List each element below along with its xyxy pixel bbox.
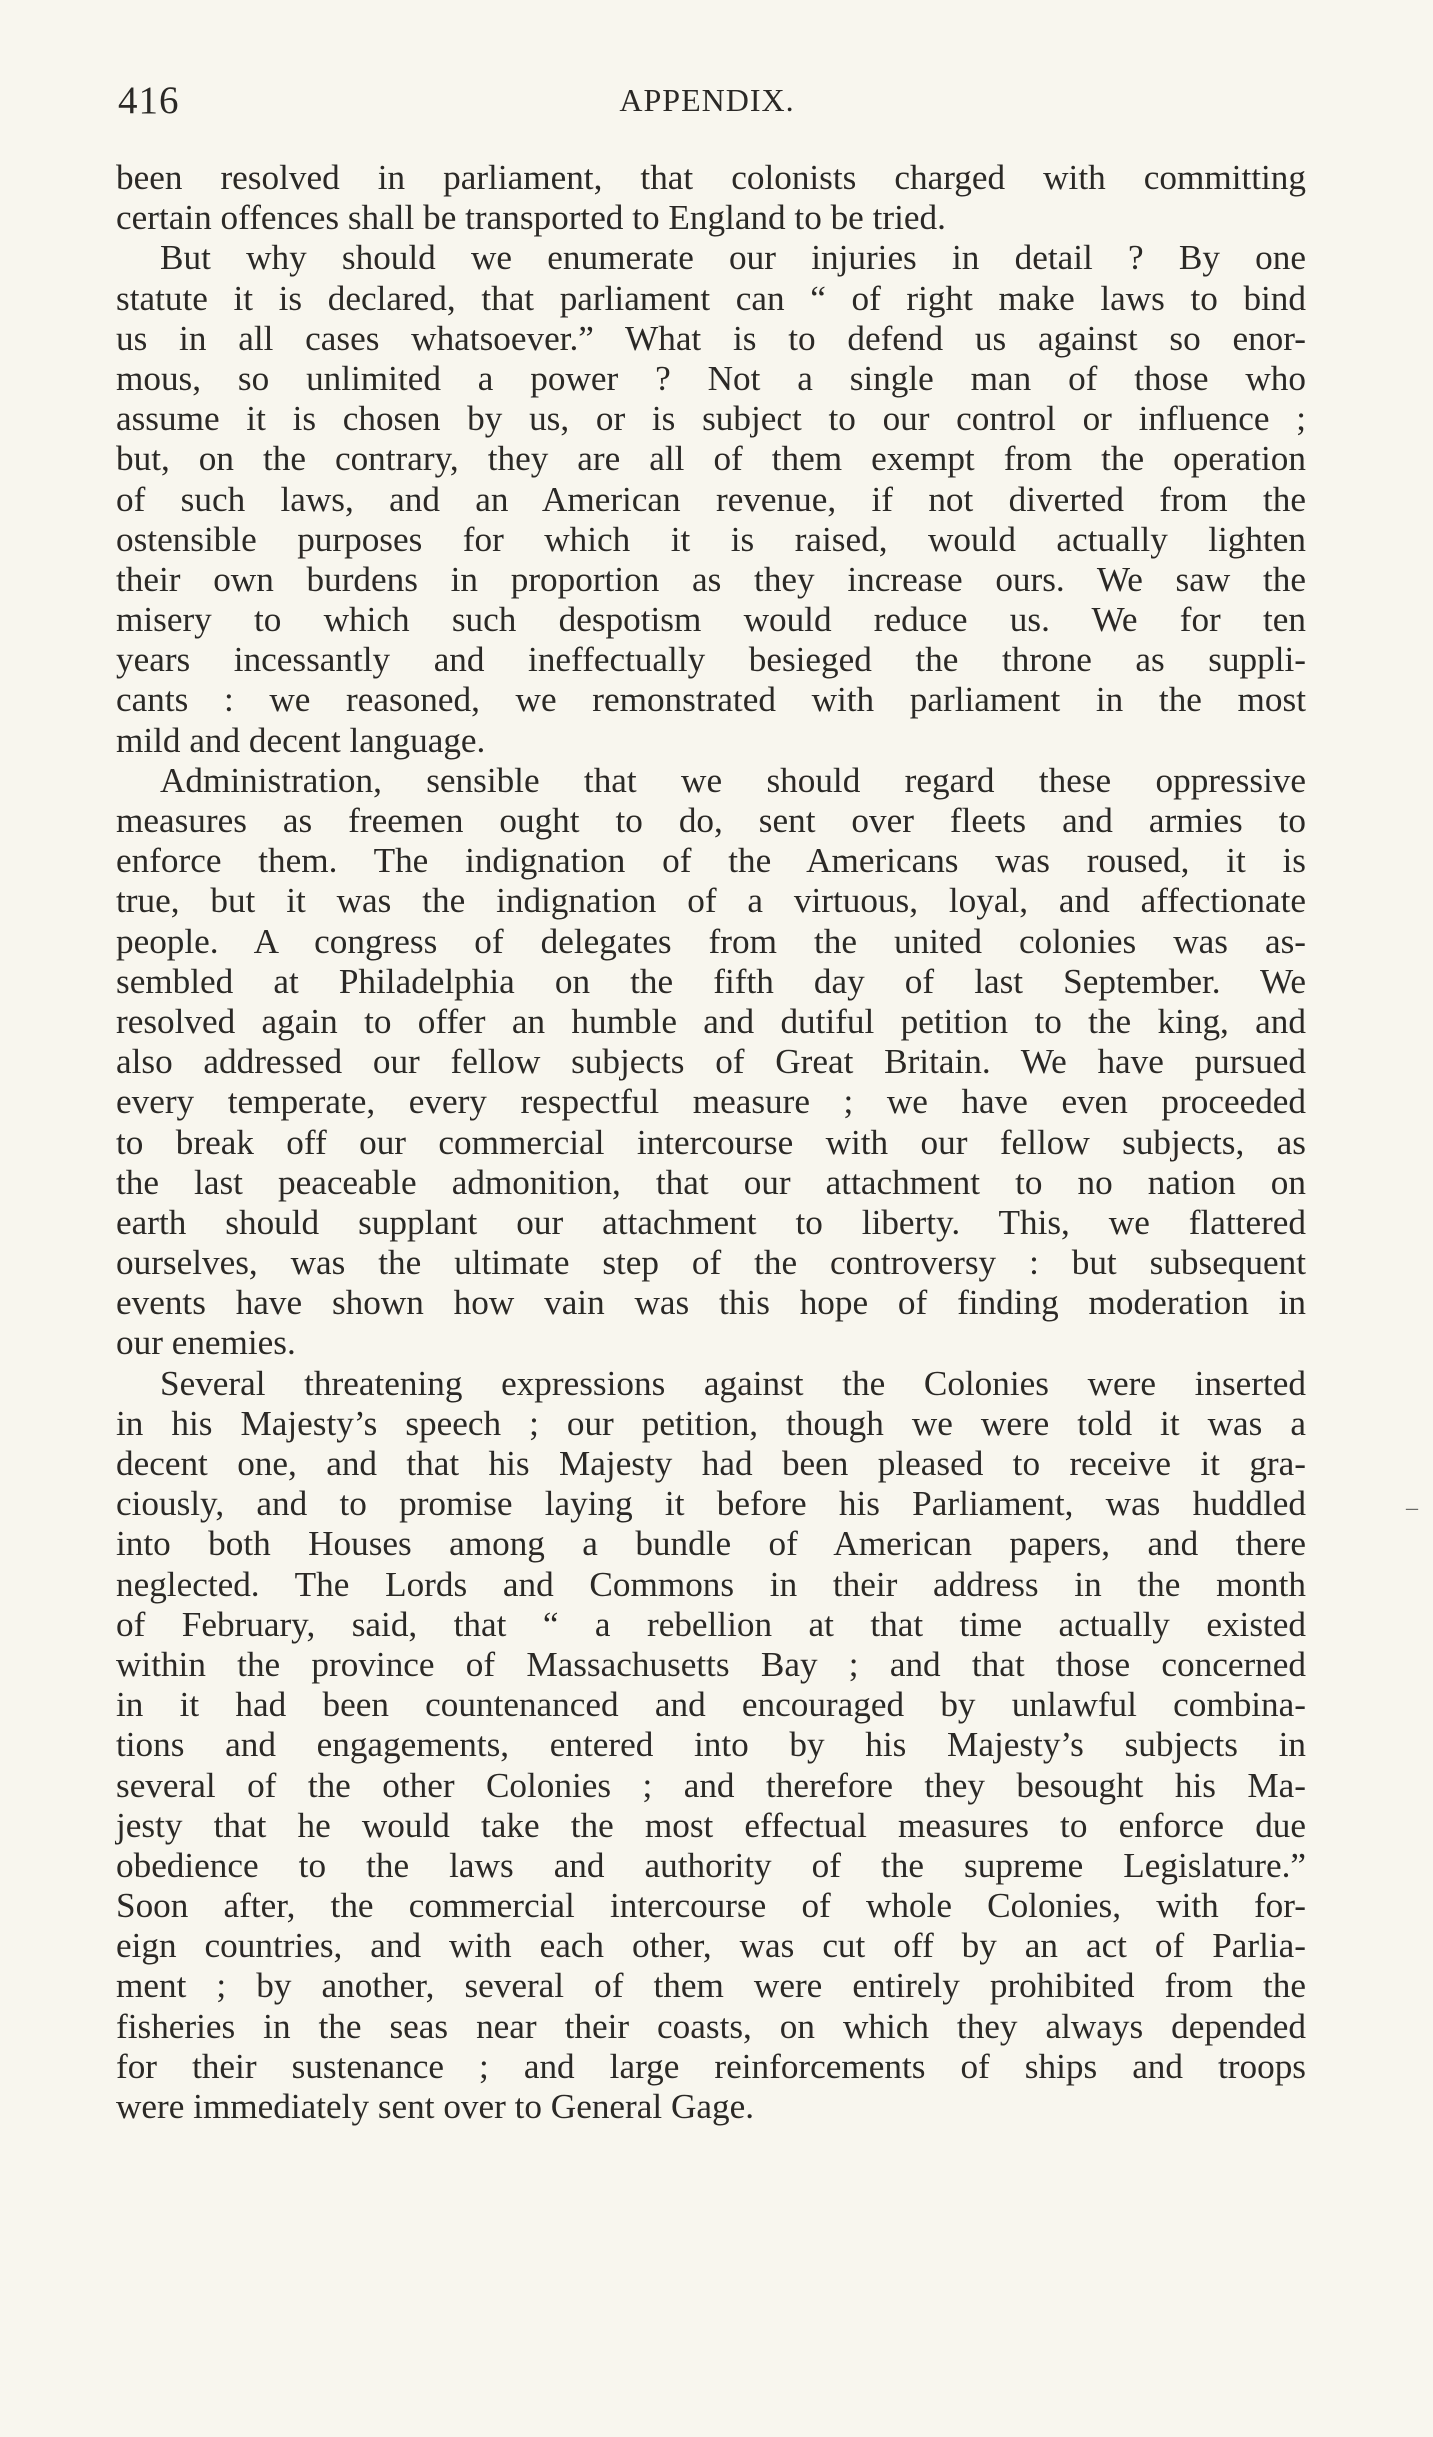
text-line: certain offences shall be transported to England to be tried.: [116, 198, 946, 238]
text-line: fisheries in the seas near their coasts, on which they always depended: [116, 2006, 1306, 2046]
text-line: for their sustenance ; and large reinforcements of ships and troops: [116, 2046, 1306, 2086]
text-line: Administration, sensible that we should regard these oppressive: [160, 760, 1306, 800]
text-line: misery to which such despotism would reduce us. We for ten: [116, 600, 1306, 640]
text-line: earth should supplant our attachment to liberty. This, we flattered: [116, 1202, 1306, 1242]
text-line: eign countries, and with each other, was cut off by an act of Parlia-: [116, 1926, 1306, 1966]
text-line: been resolved in parliament, that colonists charged with committing: [116, 158, 1306, 197]
text-line: into both Houses among a bundle of American papers, and there: [116, 1524, 1306, 1564]
text-line: true, but it was the indignation of a virtuous, loyal, and affectionate: [116, 881, 1306, 921]
text-line: statute it is declared, that parliament can “ of right make laws to bind: [116, 278, 1306, 318]
text-line: But why should we enumerate our injuries in detail ? By one: [160, 238, 1306, 278]
text-line: every temperate, every respectful measure ; we have even proceeded: [116, 1082, 1306, 1122]
text-line: in it had been countenanced and encouraged by unlawful combina-: [116, 1685, 1306, 1725]
text-line: ourselves, was the ultimate step of the controversy : but subsequent: [116, 1243, 1306, 1283]
text-line: us in all cases whatsoever.” What is to defend us against so enor-: [116, 318, 1306, 358]
text-line: resolved again to offer an humble and dutiful petition to the king, and: [116, 1001, 1306, 1041]
text-line: were immediately sent over to General Gage.: [116, 2087, 754, 2126]
margin-mark: –: [1406, 1495, 1418, 1521]
running-title: APPENDIX.: [619, 82, 795, 118]
text-line: of such laws, and an American revenue, if not diverted from the: [116, 479, 1306, 519]
text-line: enforce them. The indignation of the Americans was roused, it is: [116, 841, 1306, 881]
text-line: mous, so unlimited a power ? Not a single man of those who: [116, 358, 1306, 398]
text-line: of February, said, that “ a rebellion at that time actually existed: [116, 1604, 1306, 1644]
text-line: obedience to the laws and authority of the supreme Legislature.”: [116, 1845, 1306, 1885]
running-head: [112, 78, 1302, 128]
text-line: decent one, and that his Majesty had been pleased to receive it gra-: [116, 1444, 1306, 1483]
text-line: cants : we reasoned, we remonstrated with parliament in the most: [116, 680, 1306, 720]
text-line: Soon after, the commercial intercourse of whole Colonies, with for-: [116, 1886, 1306, 1926]
text-line: to break off our commercial intercourse with our fellow subjects, as: [116, 1122, 1306, 1162]
text-line: but, on the contrary, they are all of them exempt from the operation: [116, 439, 1306, 479]
text-line: their own burdens in proportion as they increase ours. We saw the: [116, 559, 1306, 599]
text-line: events have shown how vain was this hope of finding moderation in: [116, 1283, 1306, 1323]
text-line: sembled at Philadelphia on the fifth day of last September. We: [116, 961, 1306, 1001]
text-line: neglected. The Lords and Commons in their address in the month: [116, 1564, 1306, 1604]
text-line: years incessantly and ineffectually besieged the throne as suppli-: [116, 640, 1306, 680]
text-line: ciously, and to promise laying it before his Parliament, was huddled: [116, 1484, 1306, 1524]
text-line: in his Majesty’s speech ; our petition, though we were told it was a: [116, 1403, 1306, 1443]
text-line: also addressed our fellow subjects of Great Britain. We have pursued: [116, 1042, 1306, 1082]
text-line: mild and decent language.: [116, 720, 486, 760]
text-line: Several threatening expressions against the Colonies were inserted: [160, 1363, 1306, 1403]
page-number: 416: [118, 79, 180, 122]
text-line: jesty that he would take the most effectual measures to enforce due: [116, 1805, 1306, 1845]
text-line: tions and engagements, entered into by his Majesty’s subjects in: [116, 1725, 1306, 1765]
text-line: within the province of Massachusetts Bay ; and that those concerned: [116, 1644, 1306, 1684]
text-line: people. A congress of delegates from the united colonies was as-: [116, 921, 1306, 961]
text-line: measures as freemen ought to do, sent over fleets and armies to: [116, 801, 1306, 840]
body-text: [116, 158, 1306, 2127]
text-line: the last peaceable admonition, that our attachment to no nation on: [116, 1162, 1306, 1202]
text-line: ment ; by another, several of them were entirely prohibited from the: [116, 1966, 1306, 2006]
text-line: ostensible purposes for which it is raised, would actually lighten: [116, 519, 1306, 559]
text-line: several of the other Colonies ; and therefore they besought his Ma-: [116, 1765, 1306, 1805]
text-line: assume it is chosen by us, or is subject to our control or influence ;: [116, 399, 1306, 439]
text-line: our enemies.: [116, 1323, 296, 1363]
